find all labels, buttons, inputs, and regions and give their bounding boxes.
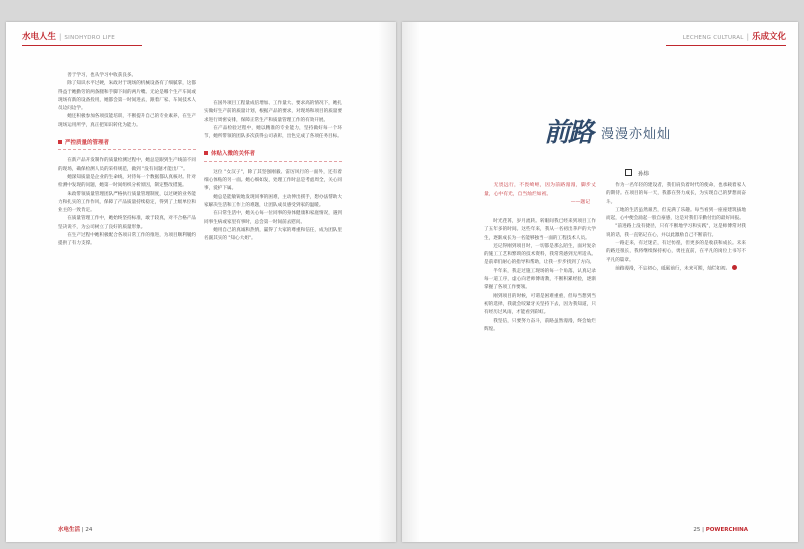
- right-header: LECHENG CULTURAL | 乐成文化: [682, 32, 786, 42]
- left-page: [6, 22, 396, 542]
- article-title: 漫漫亦灿灿: [601, 127, 672, 142]
- right-column-2: [606, 182, 746, 528]
- paragraph: 一路走来，有过迷茫，有过彷徨，但更多的是收获和成长。未来的路还很长，我将继续保持初心，勇往直前，在平凡的岗位上书写不平凡的篇章。: [606, 241, 746, 263]
- page-fold-shadow: [378, 22, 396, 542]
- left-header-cn: 水电人生: [22, 32, 57, 42]
- right-column-1: [484, 218, 596, 528]
- paragraph: 在质量管理工作中，她始终坚持标准，敢于较真，对不合格产品坚决说不，为公司树立了良好的质量形象。: [58, 216, 196, 230]
- left-column-1: [58, 72, 196, 527]
- paragraph: 刚到项目的时候，可谓是困难重重，但每当想到当初的选择，我就会咬紧牙关坚持下去，因为我知道，只有经历过风雨，才能看到彩虹。: [484, 293, 596, 316]
- paragraph: 这位 "女汉子"，除了其坚强刚毅、雷厉风行的一面外，还有着细心体贴的另一面。她心细如发，处理工作时总是考虑周全，关心同事，爱护下属。: [204, 169, 342, 192]
- page-number: 24: [85, 527, 93, 533]
- paragraph: 在生产过程中她积极配合各项日常工作的推进，为项目顺利履约提供了有力支撑。: [58, 233, 196, 247]
- page-fold-shadow: [402, 22, 420, 542]
- right-header-rule: [666, 45, 786, 46]
- paragraph: 作为一名年轻的建设者，我们肩负着时代的使命，也承载着家人的期待。在项目的每一天，我都在努力成长，为实现自己的梦想而奋斗。: [606, 183, 746, 205]
- epigraph-signature: ——题记: [570, 200, 590, 206]
- paragraph: 朱政带领质量管理团队严格执行质量管理制度，以过硬的业务能力和扎实的工作作风，保障了产品质量持续稳定，得到了上级单位和业主的一致肯定。: [58, 191, 196, 214]
- right-page: [402, 22, 798, 542]
- section-heading: 严控质量的管理者: [58, 139, 196, 150]
- right-footer: 25 | POWERCHINA: [693, 527, 748, 533]
- paragraph: 还记得刚到项目时，一切都是那么陌生，面对复杂的施工工艺和繁琐的技术资料，我常常感到无所适从。是前辈们耐心的指导和帮助，让我一步步找到了方向。: [484, 243, 596, 266]
- left-column-2: [204, 100, 342, 530]
- left-header: 水电人生 | SINOHYDRO LIFE: [22, 32, 116, 42]
- square-bullet-icon: [58, 140, 62, 144]
- title-calligraphy: 前路: [544, 118, 593, 148]
- paragraph: 工地的生活虽然艰苦，但充满了乐趣。每当看到一座座建筑拔地而起，心中便会涌起一股自豪感，这是对我们辛勤付出的最好回报。: [606, 207, 746, 222]
- paragraph: 她总是能敏锐地发现同事的困难，主动伸出援手，想办法帮助大家解决生活和工作上的难题，让团队成员感受到家的温暖。: [204, 194, 342, 208]
- paragraph: 她深知质量是企业的生命线，对待每一个数据都认真核对。针对检测中发现的问题，她第一时间组织分析原因，制定整改措施。: [58, 174, 196, 189]
- author-box-icon: [625, 169, 632, 176]
- left-header-en: SINOHYDRO LIFE: [64, 35, 116, 41]
- paragraph: 我坚信，只要努力奋斗，前路虽然漫漫，终会灿烂辉煌。: [484, 318, 596, 332]
- right-header-en: LECHENG CULTURAL: [682, 35, 744, 41]
- paragraph: 善于学习，也从学习中收获良多。: [67, 73, 137, 78]
- paragraph: 除了知识水平过硬，朱政对于现场的机械设备有了细腻掌，这都得益于她勤劳的两条腿和手脚下间的两片嘴。无论是哪个生产车间或现场有新的设备投用，她都会第一时间进去，跟着厂家、车间技术人员边问边学。: [58, 81, 196, 112]
- paragraph: 在新产品开发制作的质量检测过程中，她总是跟到生产线前不同的现场，确保检测人员的采样规范，做到 "没有问题才能出厂"。: [58, 158, 196, 172]
- left-header-rule: [22, 45, 142, 46]
- author: 孙炜: [625, 169, 649, 178]
- paragraph: 在日常生活中，她关心每一位同事的身体健康和家庭情况，遇到同事生病或家里有事时，总会第一时间前去慰问。: [204, 211, 342, 225]
- paragraph: 她还积极参加各项技能培训，不断提升自己的专业素养，在生产现场运用所学，真正把知识转化为能力。: [58, 114, 196, 128]
- epigraph: [484, 182, 596, 208]
- paragraph: 前路漫漫，不忘初心，砥砺前行，未来可期，灿烂如初。: [606, 265, 746, 274]
- footer-magazine: 水电生活: [58, 527, 81, 533]
- left-footer: 水电生活 | 24: [58, 527, 93, 533]
- square-bullet-icon: [204, 151, 208, 155]
- paragraph: 她用自己的真诚和热情，赢得了大家的尊重和信任，成为团队里名副其实的 "知心大姐"。: [204, 227, 342, 242]
- footer-magazine: POWERCHINA: [705, 527, 748, 533]
- section-heading: 体贴入微的关怀者: [204, 150, 342, 161]
- right-header-cn: 乐成文化: [751, 32, 786, 42]
- paragraph: 时光荏苒，岁月流转。转眼间我已经来到项目工作了五年多的时间。这些年来，我从一名初出茅庐的大学生，逐渐成长为一名能够独当一面的工程技术人员。: [484, 219, 596, 241]
- page-number: 25: [693, 527, 701, 533]
- paragraph: 在产品检验过程中，她以精准的专业能力，坚持做好每一个环节，她所带领的团队多次获得公司表彰，出色完成了各项任务目标。: [204, 125, 342, 140]
- epigraph-text: 无畏远行，不畏崎岖，因为前路漫漫，脚步丈量，心中有光，自当灿烂如初。: [484, 183, 596, 197]
- paragraph: 在国外项目工程量成倍增加、工作量大、要求高的情况下，她扎实做好生产前的质量计划，根据产品的要求，对现场和项目的质量要求进行周密安排，保障正常生产和质量管理工作的有效开展。: [204, 101, 342, 123]
- end-mark-icon: [732, 265, 737, 270]
- paragraph: "前进路上没有捷径，只有不断地学习和实践"，这是师傅常对我说的话，我一直铭记在心，并以此激励自己不断前行。: [606, 224, 746, 238]
- paragraph: 半年来，我走过施工现场的每一个角落，认真记录每一道工序，虚心向老师傅请教，不断积累经验，逐渐掌握了各项工作要领。: [484, 268, 596, 291]
